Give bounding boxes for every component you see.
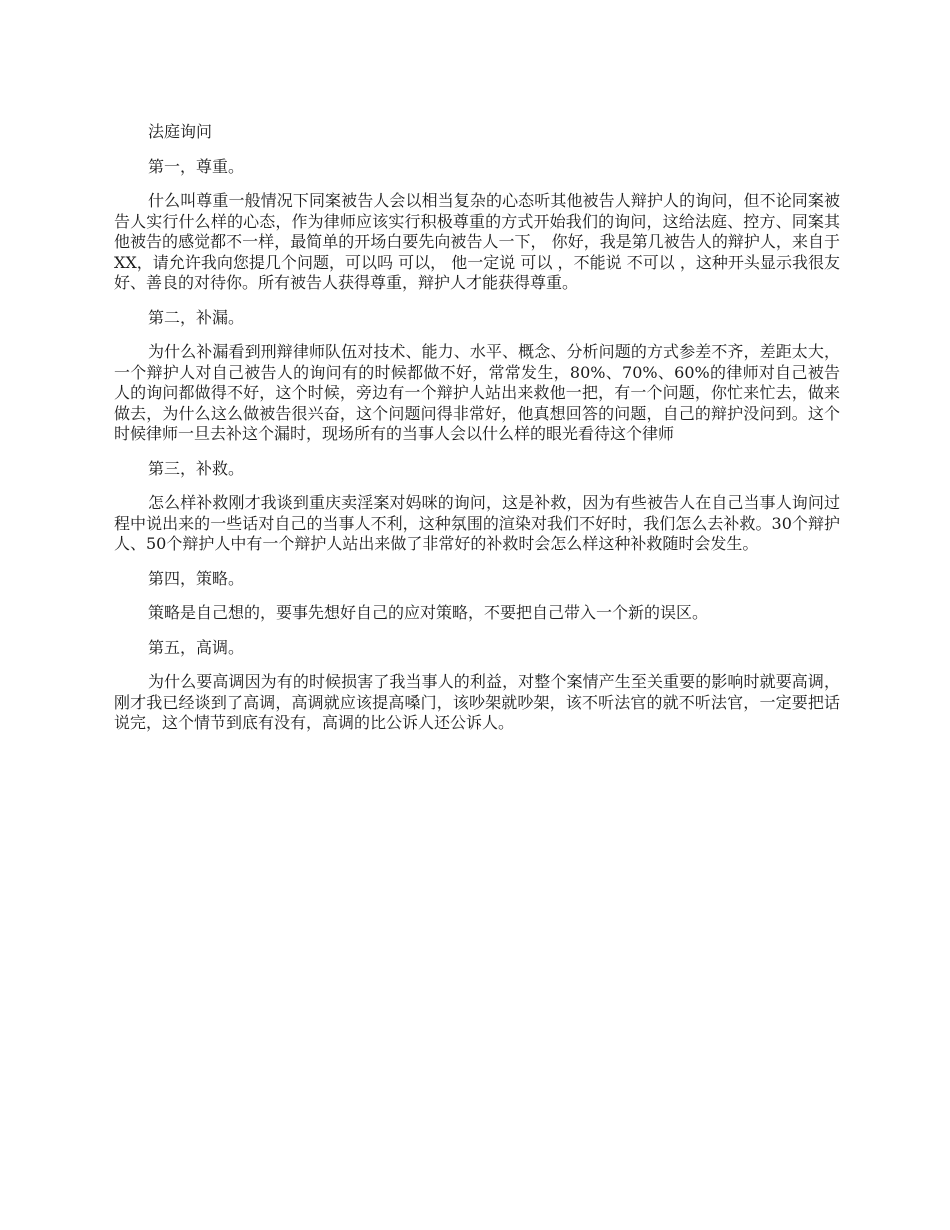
section-heading-high-profile: 第五，高调。 — [148, 637, 245, 657]
section-heading-strategy: 第四，策略。 — [148, 568, 245, 588]
document-title: 法庭询问 — [148, 122, 213, 141]
section-heading-remedy: 第三，补救。 — [148, 458, 245, 478]
section-heading-supplement: 第二，补漏。 — [148, 307, 245, 327]
section-heading-respect: 第一，尊重。 — [148, 156, 245, 176]
section-paragraph-supplement: 为什么补漏看到刑辩律师队伍对技术、能力、水平、概念、分析问题的方式参差不齐，差距太大，一个辩护人对自己被告人的询问有的时候都做不好，常常发生，80%、70%、60%的律师对自己被告人的询问都做得不好，这个时候，旁边有一个辩护人站出来救他一把，有一个问题，你忙来忙去，做来做去，为什么这么做被告很兴奋，这个问题问得非常好，他真想回答的问题，自己的辩护没问到。这个时候律师一旦去补这个漏时，现场所有的当事人会以什么样的眼光看待这个律师 — [114, 342, 840, 443]
section-paragraph-respect: 什么叫尊重一般情况下同案被告人会以相当复杂的心态听其他被告人辩护人的询问，但不论同案被告人实行什么样的心态，作为律师应该实行积极尊重的方式开始我们的询问，这给法庭、控方、同案其他被告的感觉都不一样，最简单的开场白要先向被告人一下， 你好，我是第几被告人的辩护人，来自于XX，请允许我向您提几个问题，可以吗 可以， 他一定说 可以 ，不能说 不可以 ，这种开头显示我很友好、善良的对待你。所有被告人获得尊重，辩护人才能获得尊重。 — [114, 191, 840, 292]
document-body — [114, 122, 840, 748]
section-paragraph-high-profile: 为什么要高调因为有的时候损害了我当事人的利益，对整个案情产生至关重要的影响时就要高调，刚才我已经谈到了高调，高调就应该提高嗓门，该吵架就吵架，该不听法官的就不听法官，一定要把话说完，这个情节到底有没有，高调的比公诉人还公诉人。 — [114, 672, 840, 732]
section-paragraph-strategy: 策略是自己想的，要事先想好自己的应对策略，不要把自己带入一个新的误区。 — [148, 603, 709, 622]
section-paragraph-remedy: 怎么样补救刚才我谈到重庆卖淫案对妈咪的询问，这是补救，因为有些被告人在自己当事人询问过程中说出来的一些话对自己的当事人不利，这种氛围的渲染对我们不好时，我们怎么去补救。30个辩护人、50个辩护人中有一个辩护人站出来做了非常好的补救时会怎么样这种补救随时会发生。 — [114, 493, 840, 553]
